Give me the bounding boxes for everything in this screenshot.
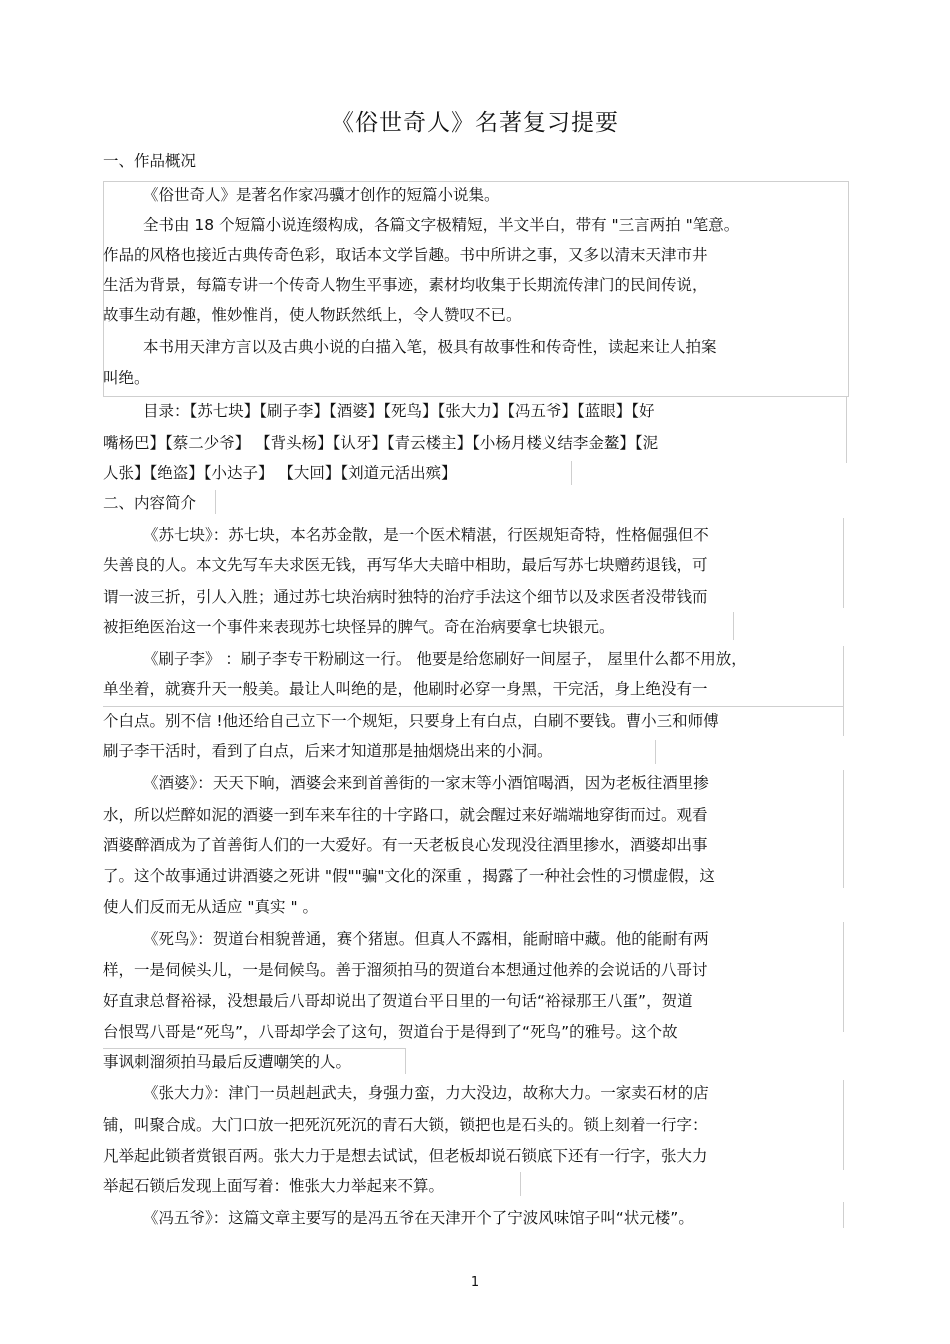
frame-line bbox=[843, 646, 844, 736]
paragraph-line: 台恨骂八哥是“死鸟”，八哥却学会了这句，贺道台于是得到了“死鸟”的雅号。这个故 bbox=[103, 1023, 678, 1041]
frame-line bbox=[655, 740, 656, 764]
paragraph-line: 个白点。别不信 !他还给自己立下一个规矩，只要身上有白点，白刷不要钱。曹小三和师傅 bbox=[103, 712, 719, 730]
frame-line bbox=[843, 922, 844, 1032]
paragraph-line: 铺，叫聚合成。大门口放一把死沉死沉的青石大锁，锁把也是石头的。锁上刻着一行字： bbox=[103, 1116, 708, 1134]
frame-line bbox=[520, 1172, 521, 1196]
paragraph-line: 《刷子李》 ：刷子李专干粉刷这一行。 他要是给您刷好一间屋子， 屋里什么都不用放， bbox=[143, 650, 747, 668]
toc-line: 人张】【绝盗】【小达子】 【大回】【刘道元活出殡】 bbox=[103, 464, 457, 482]
frame-line bbox=[405, 1048, 406, 1074]
frame-line bbox=[846, 397, 847, 463]
paragraph-line: 全书由 18 个短篇小说连缀构成，各篇文字极精短，半文半白，带有 "三言两拍 "笔意。 bbox=[143, 216, 740, 234]
paragraph-line: 被拒绝医治这一个事件来表现苏七块怪异的脾气。奇在治病要拿七块银元。 bbox=[103, 618, 615, 636]
frame-line bbox=[843, 1202, 844, 1228]
frame-line bbox=[103, 706, 843, 707]
paragraph-line: 酒婆醉酒成为了首善街人们的一大爱好。有一天老板良心发现没往酒里掺水，酒婆却出事 bbox=[103, 836, 708, 854]
paragraph-line: 本书用天津方言以及古典小说的白描入笔，极具有故事性和传奇性，读起来让人拍案 bbox=[143, 338, 717, 356]
paragraph-line: 凡举起此锁者赏银百两。张大力于是想去试试，但老板却说石锁底下还有一行字，张大力 bbox=[103, 1147, 708, 1165]
paragraph-line: 举起石锁后发现上面写着：惟张大力举起来不算。 bbox=[103, 1177, 445, 1195]
paragraph-line: 叫绝。 bbox=[103, 369, 150, 387]
paragraph-line: 作品的风格也接近古典传奇色彩，取话本文学旨趣。书中所讲之事，又多以清末天津市井 bbox=[103, 246, 708, 264]
paragraph-line: 《张大力》：津门一员赳赳武夫，身强力蛮，力大没边，故称大力。一家卖石材的店 bbox=[143, 1084, 709, 1102]
frame-line bbox=[571, 461, 572, 485]
page-number: 1 bbox=[470, 1275, 480, 1290]
paragraph-line: 了。这个故事通过讲酒婆之死讲 "假""骗"文化的深重 ，揭露了一种社会性的习惯虚假，这 bbox=[103, 867, 715, 885]
paragraph-line: 水，所以烂醉如泥的酒婆一到车来车往的十字路口，就会醒过来好端端地穿街而过。观看 bbox=[103, 806, 708, 824]
page-title: 《俗世奇人》名著复习提要 bbox=[331, 110, 619, 136]
paragraph-line: 好直隶总督裕禄，没想最后八哥却说出了贺道台平日里的一句话“裕禄那王八蛋”，贺道 bbox=[103, 992, 693, 1010]
paragraph-line: 《苏七块》：苏七块，本名苏金散，是一个医术精湛，行医规矩奇特，性格倔强但不 bbox=[143, 526, 709, 544]
paragraph-line: 失善良的人。本文先写车夫求医无钱，再写华大夫暗中相助，最后写苏七块赠药退钱，可 bbox=[103, 556, 708, 574]
frame-line bbox=[843, 518, 844, 608]
frame-line bbox=[843, 1080, 844, 1170]
toc-line: 目录：【苏七块】【刷子李】【酒婆】【死鸟】【张大力】【冯五爷】【蓝眼】【好 bbox=[143, 402, 655, 420]
paragraph-line: 谓一波三折，引人入胜；通过苏七块治病时独特的治疗手法这个细节以及求医者没带钱而 bbox=[103, 588, 708, 606]
paragraph-line: 故事生动有趣，惟妙惟肖，使人物跃然纸上，令人赞叹不已。 bbox=[103, 306, 522, 324]
paragraph-line: 事讽刺溜须拍马最后反遭嘲笑的人。 bbox=[103, 1053, 352, 1071]
paragraph-line: 样，一是伺候头儿，一是伺候鸟。善于溜须拍马的贺道台本想通过他养的会说话的八哥讨 bbox=[103, 961, 708, 979]
frame-line bbox=[215, 490, 216, 514]
paragraph-line: 生活为背景，每篇专讲一个传奇人物生平事迹，素材均收集于长期流传津门的民间传说， bbox=[103, 276, 708, 294]
frame-line bbox=[733, 612, 734, 640]
toc-line: 嘴杨巴】【蔡二少爷】 【背头杨】【认牙】【青云楼主】【小杨月楼义结李金鳌】【泥 bbox=[103, 434, 659, 452]
section-heading: 一、作品概况 bbox=[103, 152, 197, 170]
paragraph-line: 单坐着，就赛升天一般美。最让人叫绝的是，他刷时必穿一身黑，干完活，身上绝没有一 bbox=[103, 680, 708, 698]
frame-line bbox=[103, 1048, 406, 1049]
paragraph-line: 《冯五爷》：这篇文章主要写的是冯五爷在天津开个了宁波风味馆子叫“状元楼”。 bbox=[143, 1209, 694, 1227]
paragraph-line: 《酒婆》：天天下晌，酒婆会来到首善街的一家末等小酒馆喝酒，因为老板往酒里掺 bbox=[143, 774, 709, 792]
paragraph-line: 《死鸟》：贺道台相貌普通，赛个猪崽。但真人不露相，能耐暗中藏。他的能耐有两 bbox=[143, 930, 709, 948]
paragraph-line: 使人们反而无从适应 "真实 " 。 bbox=[103, 898, 319, 916]
section-heading: 二、内容简介 bbox=[103, 494, 197, 512]
paragraph-line: 《俗世奇人》是著名作家冯骥才创作的短篇小说集。 bbox=[143, 186, 500, 204]
paragraph-line: 刷子李干活时，看到了白点，后来才知道那是抽烟烧出来的小洞。 bbox=[103, 742, 553, 760]
frame-line bbox=[843, 770, 844, 888]
